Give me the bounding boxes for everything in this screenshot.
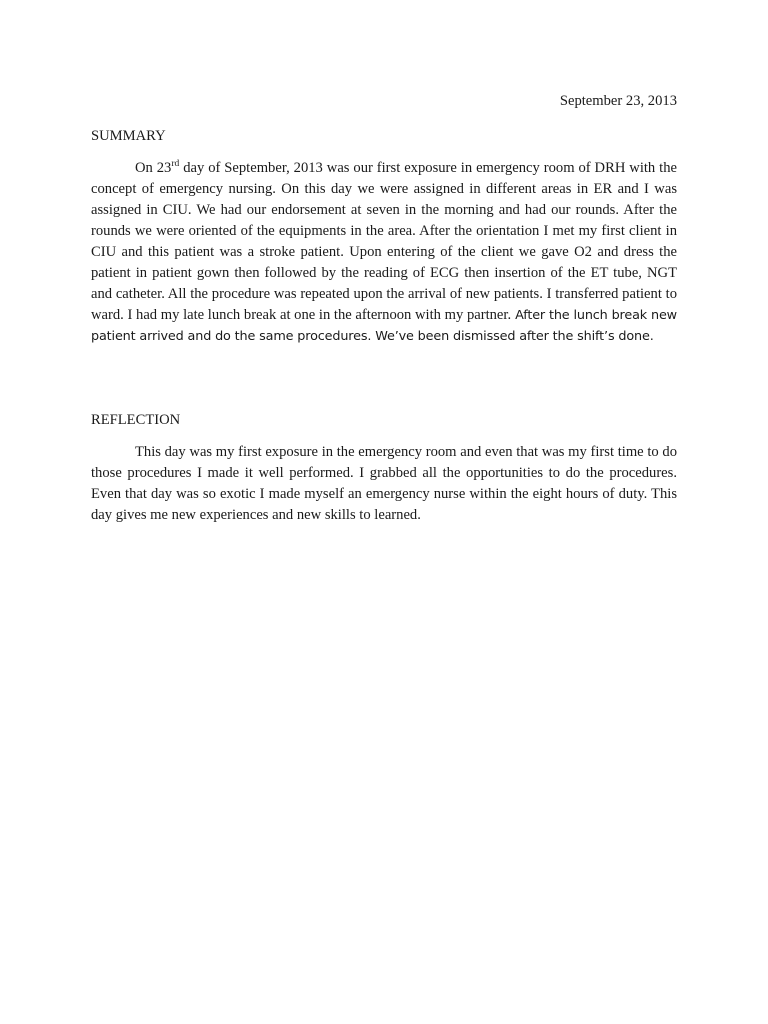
reflection-heading: REFLECTION	[91, 412, 181, 428]
summary-body: day of September, 2013 was our first exposure in emergency room of DRH with the concept of emergency nursing. On this day we were assigned in different areas in ER and I was assigned in CIU. We had our endorsement at seven in the morning and had our rounds. After the rounds we were oriented of the equipments in the area. After the orientation I met my first client in CIU and this patient was a stroke patient. Upon entering of the client we gave O2 and dress the patient in patient gown then followed by the reading of ECG then insertion of the ET tube, NGT and catheter. All the procedure was repeated upon the arrival of new patients. I transferred patient to ward. I had my late lunch break at one in the afternoon with my partner.	[91, 160, 677, 323]
summary-paragraph	[91, 158, 677, 347]
summary-body-tail: After the lunch break new patient arrived and do the same procedures. We’ve been dismissed after the shift’s done.	[91, 308, 677, 344]
summary-heading: SUMMARY	[91, 128, 166, 144]
reflection-paragraph: This day was my first exposure in the emergency room and even that was my first time to do those procedures I made it well performed. I grabbed all the opportunities to do the procedures. Even that day was so exotic I made myself an emergency nurse within the eight hours of duty. This day gives me new experiences and new skills to learned.	[91, 444, 677, 523]
document-date: September 23, 2013	[559, 93, 677, 109]
ordinal-suffix: rd	[171, 159, 180, 170]
summary-intro: On 23	[135, 160, 172, 176]
